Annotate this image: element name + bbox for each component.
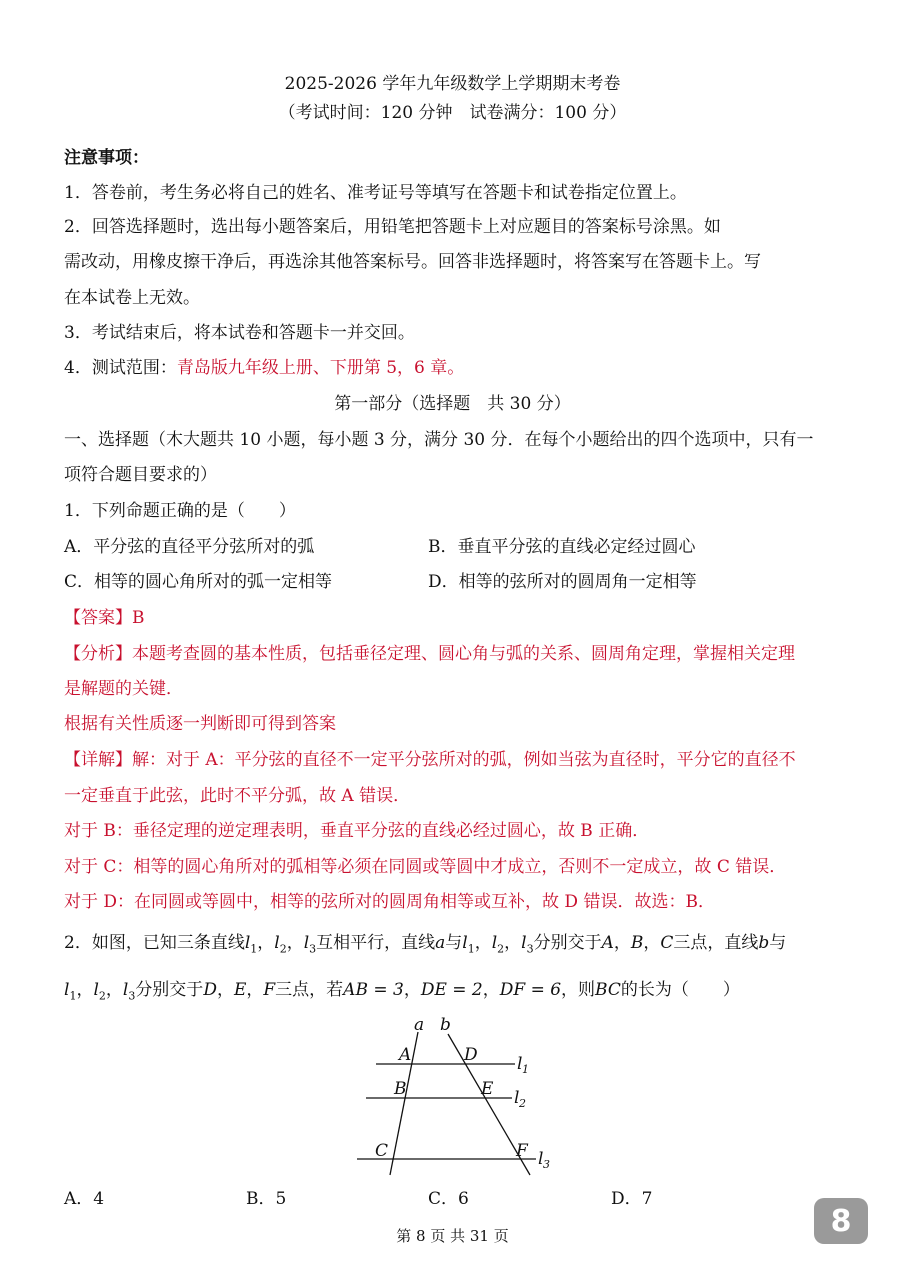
label-l1: l <box>517 1054 523 1074</box>
label-a: a <box>414 1015 425 1035</box>
part1-title: 第一部分（选择题 共 30 分） <box>334 394 571 414</box>
note-2-line-2: 需改动，用橡皮擦干净后，再选涂其他答案标号。回答非选择题时，将答案写在答题卡上。写 <box>64 252 761 272</box>
exam-subtitle: （考试时间：120 分钟 试卷满分：100 分） <box>278 103 627 123</box>
q1-detail-line-2: 一定垂直于此弦，此时不平分弧，故 A 错误． <box>64 786 411 806</box>
q2-option-c: C．6 <box>428 1189 469 1209</box>
q1-analysis-line-3: 根据有关性质逐一判断即可得到答案 <box>64 714 336 734</box>
label-point-f: F <box>516 1141 528 1161</box>
page-footer: 第 8 页 共 31 页 <box>396 1227 509 1245</box>
q2-option-b: B．5 <box>246 1189 287 1209</box>
q1-analysis-line-1: 【分析】本题考查圆的基本性质，包括垂径定理、圆心角与弧的关系、圆周角定理，掌握相关定理 <box>64 644 795 664</box>
label-l3: l <box>538 1149 544 1169</box>
exam-title: 2025-2026 学年九年级数学上学期期末考卷 <box>284 74 621 94</box>
q1-stem: 1．下列命题正确的是（ ） <box>64 501 296 521</box>
label-point-b: B <box>394 1079 407 1099</box>
note-2-line-3: 在本试卷上无效。 <box>64 288 200 308</box>
note-4 <box>64 356 464 380</box>
notes-heading: 注意事项： <box>64 148 149 168</box>
page-number-badge[interactable]: 8 <box>814 1198 868 1244</box>
q2-option-a: A．4 <box>64 1189 105 1209</box>
q1-detail-line-4: 对于 C：相等的圆心角所对的弧相等必须在同圆或等圆中才成立，否则不一定成立，故 C 错误． <box>64 857 787 877</box>
q2-stem-line-1: 2．如图，已知三条直线$l_1$，$l_2$，$l_3$互相平行，直线a与$l_1$，$l_2$，$l_3$分别交于A，B，C三点，直线b与 <box>64 933 787 956</box>
label-l1-sub: 1 <box>522 1063 529 1076</box>
note-2-line-1: 2．回答选择题时，选出每小题答案后，用铅笔把答题卡上对应题目的答案标号涂黑。如 <box>64 217 721 237</box>
q1-option-d: D．相等的弦所对的圆周角一定相等 <box>428 572 697 592</box>
label-point-a: A <box>399 1045 412 1065</box>
q1-answer: 【答案】B <box>64 608 145 628</box>
q1-detail-line-1: 【详解】解：对于 A：平分弦的直径不一定平分弦所对的弧，例如当弦为直径时，平分它的直径不 <box>64 750 796 770</box>
label-l3-sub: 3 <box>543 1158 550 1171</box>
q2-stem-line-2: $l_1$，$l_2$，$l_3$分别交于D，E，F三点，若AB = 3，DE = 2，DF = 6，则BC的长为（ ） <box>64 980 740 1003</box>
q1-analysis-line-2: 是解题的关键． <box>64 679 183 699</box>
label-point-e: E <box>481 1079 494 1099</box>
label-b: b <box>440 1015 451 1035</box>
label-point-c: C <box>375 1141 389 1161</box>
q1-option-c: C．相等的圆心角所对的弧一定相等 <box>64 572 333 592</box>
q1-detail-line-3: 对于 B：垂径定理的逆定理表明，垂直平分弦的直线必经过圆心，故 B 正确． <box>64 821 650 841</box>
note-1: 1．答卷前，考生务必将自己的姓名、准考证号等填写在答题卡和试卷指定位置上。 <box>64 183 687 203</box>
note-4-label: 4．测试范围： <box>64 358 177 378</box>
label-l2-sub: 2 <box>519 1097 526 1110</box>
q1-option-b: B．垂直平分弦的直线必定经过圆心 <box>428 537 696 557</box>
q1-option-a: A．平分弦的直径平分弦所对的弧 <box>64 537 315 557</box>
q1-detail-line-5: 对于 D：在同圆或等圆中，相等的弦所对的圆周角相等或互补，故 D 错误．故选：B． <box>64 892 715 912</box>
label-point-d: D <box>464 1045 478 1065</box>
q2-option-d: D．7 <box>611 1189 653 1209</box>
label-l2: l <box>514 1088 520 1108</box>
section-heading-line-2: 项符合题目要求的） <box>64 465 217 485</box>
section-heading-line-1: 一、选择题（木大题共 10 小题，每小题 3 分，满分 30 分．在每个小题给出的四个选项中，只有一 <box>64 430 814 450</box>
note-4-scope: 青岛版九年级上册、下册第 5，6 章。 <box>176 358 465 378</box>
parallel-lines-figure <box>340 1012 570 1180</box>
note-3: 3．考试结束后，将本试卷和答题卡一并交回。 <box>64 323 415 343</box>
